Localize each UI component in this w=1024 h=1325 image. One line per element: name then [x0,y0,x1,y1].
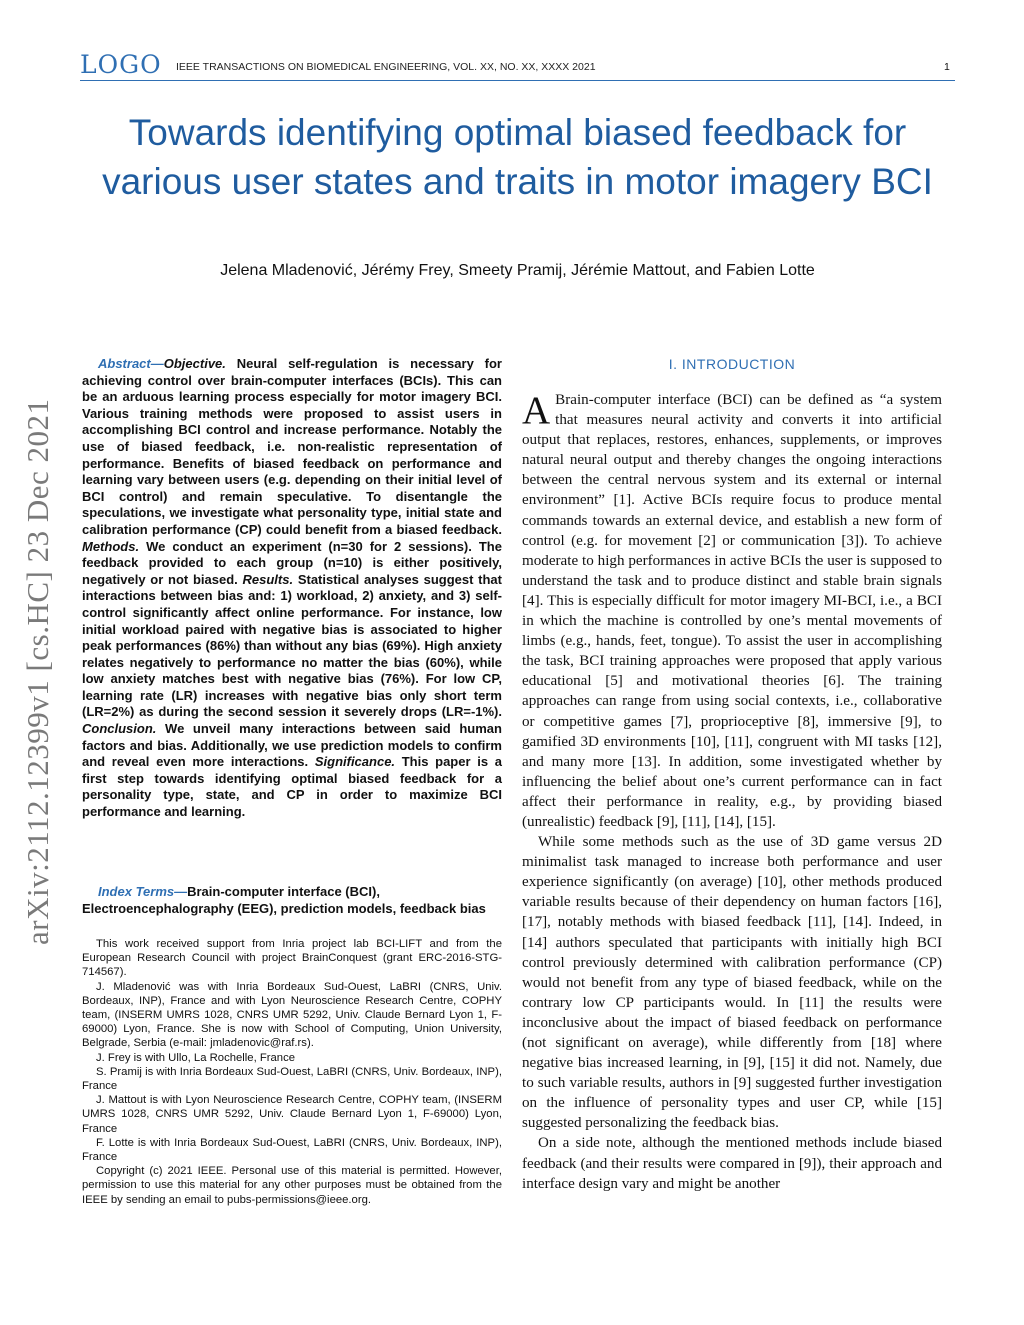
conclusion-label: Conclusion. [82,721,157,737]
footnote-funding: This work received support from Inria project lab BCI-LIFT and from the European Research Council with project BrainConquest (grant ERC-2016-STG-714567). [82,938,502,979]
footnote-affiliation: J. Frey is with Ullo, La Rochelle, France [96,1051,296,1064]
section-heading: I. INTRODUCTION [668,356,796,372]
abstract [82,356,502,821]
footnote-affiliation: J. Mladenović was with Inria Bordeaux Sud-Ouest, LaBRI (CNRS, Univ. Bordeaux, INP), France and with Lyon Neuroscience Research Centre, COPHY team, (INSERM UMRS 1028, CNRS UMR 5292, Univ. Claude Bernard Lyon 1, F-69000) Lyon, France. She is now with School of Computing, Union University, Belgrade, Serbia (e-mail: jmladenovic@raf.rs). [82,980,502,1050]
footnote-copyright: Copyright (c) 2021 IEEE. Personal use of this material is permitted. However, permission to use this material for any other purposes must be obtained from the IEEE by sending an email to pubs-permissions@ieee.org. [82,1165,502,1206]
significance-text: This paper is a first step towards identifying optimal biased feedback for a personality type, state, and CP in order to maximize BCI performance and learning. [82,754,502,820]
header-rule [80,80,955,81]
objective-label: Objective. [163,356,226,371]
index-terms-text: Brain-computer interface (BCI), Electroencephalography (EEG), prediction models, feedback bias [82,884,486,916]
intro-paragraph-text: Brain-computer interface (BCI) can be defined as “a system that measures neural activity and converts it into artificial output that replaces, restores, enhances, supplements, or improves natural neural output and thereby changes the ongoing interactions between the central nervous system and its external or internal environment” [1]. Active BCIs require focus to produce mental commands towards an external device, and establish a new form of control (e.g. for movement [2] or communication [3]). To achieve moderate to high performances in active BCIs the user is supposed to understand the task and to produce distinct and stable brain signals [4]. This is especially difficult for motor imagery MI-BCI, i.e., a BCI in which the machine is controlled by one’s mental movements of limbs (e.g., hands, feet, tongue). To assist the user in accomplishing the task, BCI training approaches were proposed that apply various educational [5] and motivational theories [6]. The training approaches can range from using social contexts, i.e., collaborative or competitive games [7], proprioceptive [8], immersive [9], to gamified 3D environments [10], [11], congruent with MI tasks [12], and many more [13]. In addition, some investigated whether by influencing the belief about one’s current performance can in fact affect their performance in reality, e.g., by providing biased (unrealistic) feedback [9], [11], [14], [15]. [522,392,942,830]
significance-label: Significance. [314,754,396,770]
intro-paragraph: On a side note, although the mentioned methods include biased feedback (and their results were compared in [9]), their approach and interface design vary and might be another [522,1135,942,1192]
methods-label: Methods. [82,538,140,554]
journal-logo: LOGO [80,50,162,79]
intro-paragraph: While some methods such as the use of 3D game versus 2D minimalist task managed to increase both performance and user experience significantly (on average) [10], other methods produced variable results because of their dependency on human factors [16], [17], notably methods with biased feedback [11], [14]. Indeed, in [14] authors speculated that participants with initially high BCI control previously determined with calibration performance (CP) would not benefit from any type of biased feedback, while on the contrary low CP participants would. In [11] the results were inconclusive about the impact of biased feedback on performance (not significant on average), while differently from [18] where negative bias increased learning, in [9], [15] it did not. Namely, due to such variable results, authors in [9] suggested further investigation on the influence of personality types and user CP, while [15] suggested personalizing the feedback bias. [522,834,942,1132]
conclusion-text: We unveil many interactions between said human factors and bias. Additionally, we use prediction models to confirm and reveal even more interactions. [82,721,502,770]
author-list: Jelena Mladenović, Jérémy Frey, Smeety Pramij, Jérémie Mattout, and Fabien Lotte [220,262,815,279]
arxiv-stamp: arXiv:2112.12399v1 [cs.HC] 23 Dec 2021 [20,398,55,945]
journal-header: IEEE TRANSACTIONS ON BIOMEDICAL ENGINEERING, VOL. XX, NO. XX, XXXX 2021 [176,61,596,73]
footnotes [82,937,502,1207]
index-terms [82,884,502,917]
footnote-affiliation: S. Pramij is with Inria Bordeaux Sud-Ouest, LaBRI (CNRS, Univ. Bordeaux, INP), France [82,1065,502,1093]
objective-text: Neural self-regulation is necessary for achieving control over brain-computer interfaces (BCIs). This can be an arduous learning process especially for motor imagery BCI. Various training methods were proposed to assist users in accomplishing BCI control and increase performance. Notably the use of biased feedback, i.e. non-realistic representation of performance. Benefits of biased feedback on performance and learning vary between users (e.g. depending on their initial level of BCI control) and remain speculative. To disentangle the speculations, we investigate what personality type, initial state and calibration performance (CP) could benefit from a biased feedback. [82,356,502,537]
results-label: Results. [242,571,294,587]
drop-cap: A [522,389,551,432]
paper-title: Towards identifying optimal biased feedback for various user states and traits in motor imagery BCI [102,112,933,202]
results-text: Statistical analyses suggest that interactions between bias and: 1) workload, 2) anxiety, and 3) self-control significantly affect online performance. For instance, low initial workload paired with negative bias is associated to higher peak performances (86%) than without any bias (69%). High anxiety relates negatively to performance no matter the bias (60%), while low anxiety matches best with negative bias (76%). For low CP, learning rate (LR) increases with negative bias only short term (LR=2%) as during the second session it severely drops (LR=-1%). [82,571,502,720]
abstract-label: Abstract— [98,356,164,371]
footnote-affiliation: J. Mattout is with Lyon Neuroscience Research Centre, COPHY team, (INSERM UMRS 1028, CNRS UMR 5292, Univ. Claude Bernard Lyon 1, F-69000) Lyon, France [82,1094,502,1135]
page-number: 1 [944,61,950,73]
footnote-affiliation: F. Lotte is with Inria Bordeaux Sud-Ouest, LaBRI (CNRS, Univ. Bordeaux, INP), France [82,1136,502,1164]
introduction-body [522,390,942,1194]
methods-text: We conduct an experiment (n=30 for 2 sessions). The feedback provided to each group (n=10) is either positively, negatively or not biased. [82,538,502,587]
index-terms-label: Index Terms— [98,884,188,899]
intro-paragraph [522,390,942,832]
